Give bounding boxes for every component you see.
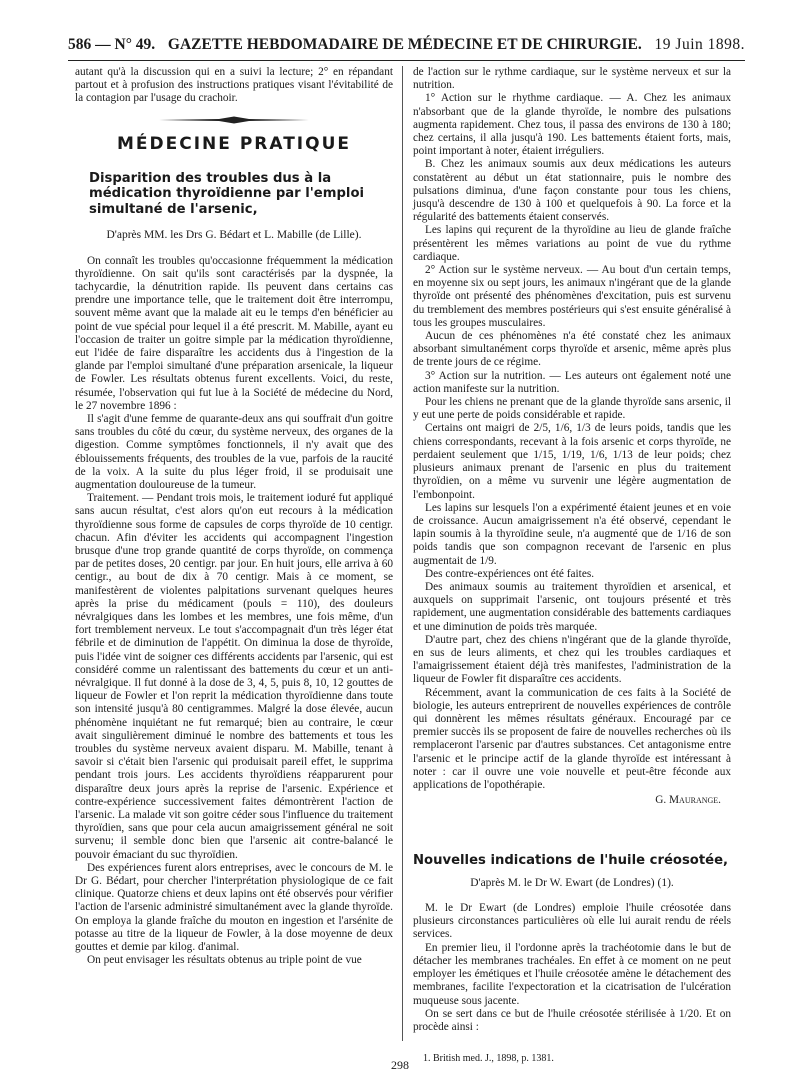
article-title: Disparition des troubles dus à la médication thyroïdienne par l'emploi simultané de l'arsenic, (89, 170, 365, 217)
ornamental-rule-icon (75, 116, 393, 124)
body-paragraph: Traitement. — Pendant trois mois, le traitement ioduré fut appliqué sans aucun résultat, c'est alors qu'on eut recours à la médication thyroïdienne sous forme de capsules de corps thyroïde de 10 centigr. chacun. Afin d'éviter les accidents qui accompagnent l'ingestion brusque d'une trop grande quantité de corps thyroïde, on commença par de petites doses, 20 centigr. par jour. En huit jours, elle arriva à 60 centigr., au bout de dix à 70 centigr. Mais à ce moment, se manifestèrent de violentes palpitations survenant quelques heures après la prise du médicament (pouls = 110), des douleurs névralgiques dans les lombes et les membres, une fois même, d'un fort tremblement nerveux. Le tout s'accompagnait d'un très léger état fébrile et de diminution de l'appétit. On diminua la dose de thyroïde, puis l'idée vint de soigner ces différents accidents par l'arsenic, qui est considéré comme un ralentissant des battements du cœur et un anti-névralgique. Il fut donné à la dose de 3, 4, 5, puis 8, 10, 12 gouttes de liqueur de Fowler et l'on reprit la médication thyroïdienne dans toute son intensité jusqu'à 80 centigrammes. Malgré la dose élevée, aucun phénomène inquiétant ne fut remarqué; bien au contraire, le cœur avait singulièrement diminué le nombre des battements et tous les troubles du système nerveux avaient disparu. M. Mabille, tenant à savoir si c'était bien l'arsenic qui produisait pareil effet, le supprima pendant trois jours. Les accidents thyroïdiens réapparurent pour disparaître deux jours après la reprise de l'arsenic. Expérience et contre-expérience successivement faites démontrèrent l'action de l'arsenic. La malade vit son goitre céder sous l'influence du traitement thyroïdien, sans que pour cela aucun amaigrissement général ne soit survenu; il semble donc bien que l'arsenic ait contre-balancé le pouvoir émaciant du suc thyroïdien. (75, 492, 393, 861)
body-paragraph: Aucun de ces phénomènes n'a été constaté chez les animaux absorbant simultanément corps thyroïde et arsenic, même après plus de trente jours de ce régime. (413, 330, 731, 369)
page-issue-number: 586 — N° 49. (68, 36, 156, 53)
body-paragraph: Il s'agit d'une femme de quarante-deux ans qui souffrait d'un goitre sans troubles du côté du cœur, du système nerveux, des organes de la digestion. Comme symptômes fonctionnels, il n'y avait que des éblouissements fréquents, des troubles de la vue, parfois de la raucité de la voix. A la suite du plus léger froid, il se produisait une augmentation douloureuse de la tumeur. (75, 412, 393, 491)
body-paragraph: Des expériences furent alors entreprises, avec le concours de M. le Dr G. Bédart, pour chercher l'interprétation physiologique de ce fait clinique. Quatorze chiens et deux lapins ont été observés pour vérifier l'action de l'arsenic administré simultanément avec la glande thyroïde. On employa la glande fraîche du mouton en ingestion et l'arsénite de potasse au titre de la liqueur de Fowler, à la dose moyenne de deux gouttes et demie par kilog. d'animal. (75, 861, 393, 954)
right-column (413, 66, 731, 1065)
intro-paragraph: autant qu'à la discussion qui en a suivi la lecture; 2° en répandant partout et à profusion des instructions pratiques visant l'évitabilité de la contagion par l'usage du crachoir. (75, 66, 393, 105)
body-paragraph: Les lapins sur lesquels l'on a expérimenté étaient jeunes et en voie de croissance. Aucun amaigrissement n'a été observé, cependant le lapin soumis à la thyroïdine seule, n'a augmenté que de 1/16 de son poids tandis que son compagnon recevant de l'arsenic en plus augmentait de 1/9. (413, 501, 731, 567)
body-paragraph: On se sert dans ce but de l'huile créosotée stérilisée à 1/20. Et on procède ainsi : (413, 1007, 731, 1033)
body-paragraph: Des animaux soumis au traitement thyroïdien et arsenical, et auxquels on supprimait l'arsenic, ont toujours présenté et très rapidement, une augmentation considérable des battements cardiaques et une diminution de poids très marquée. (413, 580, 731, 633)
body-paragraph: En premier lieu, il l'ordonne après la trachéotomie dans le but de détacher les membranes trachéales. En effet à ce moment on ne peut employer les émétiques et l'huile créosotée amène le détachement des membranes, facilite l'expectoration et la cicatrisation de l'ulcération muqueuse sous jacente. (413, 941, 731, 1007)
body-paragraph: 3° Action sur la nutrition. — Les auteurs ont également noté une action manifeste sur la nutrition. (413, 369, 731, 395)
body-paragraph: Récemment, avant la communication de ces faits à la Société de biologie, les auteurs entreprirent de nouvelles expériences de contrôle qui donnèrent les mêmes résultats généraux. Encouragé par ce premier succès ils se proposent de faire de nouvelles recherches où ils remplaceront l'arsenic par d'autres substances. Cet antagonisme entre l'arsenic et le principe actif de la glande thyroïde est intéressant à noter : car il ouvre une voie nouvelle et peut-être féconde aux applications de l'opothérapie. (413, 686, 731, 791)
body-paragraph: D'autre part, chez des chiens n'ingérant que de la glande thyroïde, en sus de leurs aliments, et chez qui les troubles cardiaques et l'amaigrissement étaient déjà très manifestes, l'administration de la liqueur de Fowler fit disparaître ces accidents. (413, 633, 731, 686)
journal-title: GAZETTE HEBDOMADAIRE DE MÉDECINE ET DE CHIRURGIE. (167, 36, 642, 53)
body-paragraph: Certains ont maigri de 2/5, 1/6, 1/3 de leurs poids, tandis que les chiens correspondants, recevant à la fois arsenic et corps thyroïde, ne perdaient seulement que 1/15, 1/19, 1/6, 1/13 de leur poids; chez plusieurs animaux prenant de l'arsenic en plus du traitement thyroïdien, on a même vu survenir une légère augmentation de l'embonpoint. (413, 422, 731, 501)
article-byline: D'après MM. les Drs G. Bédart et L. Mabille (de Lille). (106, 229, 362, 242)
body-paragraph: Pour les chiens ne prenant que de la glande thyroïde sans arsenic, il y eut une perte de poids considérable et rapide. (413, 396, 731, 422)
left-column (75, 66, 393, 967)
body-paragraph: On connaît les troubles qu'occasionne fréquemment la médication thyroïdienne. On sait qu'ils sont caractérisés par la dyspnée, la tachycardie, la dénutrition rapide. Ils peuvent dans certains cas prendre une importance telle, que le traitement doit être interrompu, souvent même avant que la malade ait eu le temps d'en bénéficier au point de vue spécial pour lequel il a été prescrit. M. Mabille, ayant eu l'occasion de traiter un goitre simple par la médication thyroïdienne, eut l'idée de faire disparaître les accidents dus à l'ingestion de la glande par l'emploi simultané d'une préparation arsenicale, la liqueur de Fowler. Les résultats obtenus furent excellents. Voici, du reste, résumée, l'observation qui fut lue à la Société de médecine du Nord, le 27 novembre 1896 : (75, 254, 393, 412)
body-paragraph: Les lapins qui reçurent de la thyroïdine au lieu de glande fraîche présentèrent les mêmes variations au point de vue du rythme cardiaque. (413, 224, 731, 263)
body-paragraph: M. le Dr Ewart (de Londres) emploie l'huile créosotée dans plusieurs circonstances particulières où elle lui aurait rendu de réels services. (413, 902, 731, 941)
issue-date: 19 Juin 1898. (654, 36, 745, 53)
header-rule (68, 60, 745, 61)
body-paragraph: B. Chez les animaux soumis aux deux médications les auteurs constatèrent au début un état stationnaire, puis le nombre des pulsations diminua, d'une façon constante pour tous les chiens, jusqu'à descendre de 130 à 100 et quelquefois à 90. La force et la régularité des battements étaient conservés. (413, 158, 731, 224)
body-paragraph: 1° Action sur le rhythme cardiaque. — A. Chez les animaux n'absorbant que de la glande thyroïde, le nombre des pulsations augmenta rapidement. Chez tous, il passa des environs de 130 à 180; chez certains, il alla jusqu'à 190. Les battements étaient forts, mais, point important à noter, étaient irréguliers. (413, 92, 731, 158)
body-paragraph: On peut envisager les résultats obtenus au triple point de vue (87, 954, 362, 967)
running-header (68, 30, 745, 54)
body-paragraph: de l'action sur le rythme cardiaque, sur le système nerveux et sur la nutrition. (413, 66, 731, 92)
footnote: 1. British med. J., 1898, p. 1381. (423, 1053, 554, 1065)
body-paragraph: 2° Action sur le système nerveux. — Au bout d'un certain temps, en moyenne six ou sept jours, les animaux n'ingérant que de la glande thyroïde ont présenté des phénomènes d'excitation, puis est survenu du tremblement des membres postérieurs qui s'est ensuite généralisé à tous les groupes musculaires. (413, 264, 731, 329)
spacer (413, 807, 731, 853)
article2-byline: D'après M. le Dr W. Ewart (de Londres) (1). (470, 876, 674, 889)
page-number: 298 (391, 1058, 409, 1072)
author-signature: G. Maurange. (655, 794, 721, 807)
column-divider (402, 66, 403, 1041)
body-paragraph: Des contre-expériences ont été faites. (425, 567, 595, 580)
article2-title: Nouvelles indications de l'huile créosotée, (413, 853, 729, 869)
section-title: MÉDECINE PRATIQUE (117, 133, 351, 154)
